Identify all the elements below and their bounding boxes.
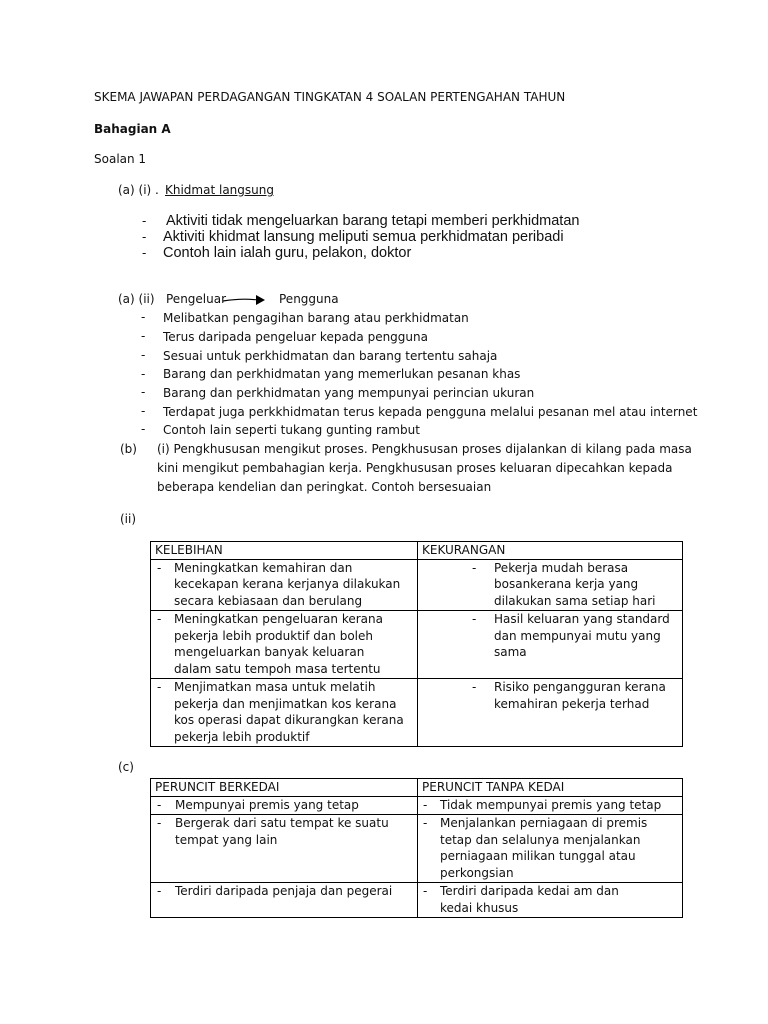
part-b-ii-label: (ii) — [120, 512, 137, 526]
a-ii-point-1: Melibatkan pengagihan barang atau perkhidmatan — [163, 311, 469, 325]
header-kelebihan: KELEBIHAN — [155, 543, 223, 557]
a-ii-point-7: Contoh lain seperti tukang gunting rambut — [163, 423, 420, 437]
part-a-i-heading: Khidmat langsung — [165, 183, 274, 197]
bullet-dash: - — [141, 329, 146, 343]
a-ii-point-5: Barang dan perkhidmatan yang mempunyai perincian ukuran — [163, 386, 535, 400]
table-cell: Hasil keluaran yang standard dan mempunyai mutu yang sama — [494, 612, 670, 659]
part-b-line-2: kini mengikut pembahagian kerja. Pengkhususan proses keluaran dipecahkan kepada — [157, 461, 673, 475]
part-b-label: (b) — [120, 442, 137, 456]
table-cell: Menjalankan perniagaan di premis tetap dan selalunya menjalankan perniagaan milikan tunggal atau perkongsian — [440, 816, 648, 880]
table-cell: Tidak mempunyai premis yang tetap — [440, 797, 662, 812]
table-row — [151, 679, 683, 747]
a-i-point-1: Aktiviti tidak mengeluarkan barang tetapi memberi perkhidmatan — [166, 213, 580, 229]
bullet-dash: - — [423, 884, 428, 898]
table-cell: Terdiri daripada penjaja dan pegerai — [175, 884, 393, 898]
part-a-ii-label: (a) (ii) — [118, 292, 155, 306]
table-row — [151, 611, 683, 679]
bullet-dash: - — [141, 422, 146, 436]
table-cell: Bergerak dari satu tempat ke suatu tempat yang lain — [175, 816, 389, 847]
header-kekurangan: KEKURANGAN — [422, 543, 506, 557]
table-cell: Meningkatkan kemahiran dan kecekapan kerana kerjanya dilakukan secara kebiasaan dan berulang — [174, 560, 401, 608]
table-cell: Pekerja mudah berasa bosankerana kerja yang dilakukan sama setiap hari — [494, 560, 656, 608]
flow-from-label: Pengeluar — [166, 292, 227, 306]
table-row — [151, 883, 683, 918]
part-c-label: (c) — [118, 760, 134, 774]
arrow-right-icon — [222, 293, 266, 307]
part-a-i-label: (a) (i) . — [118, 183, 159, 197]
a-ii-point-2: Terus daripada pengeluar kepada pengguna — [163, 330, 428, 344]
part-b-line-1: (i) Pengkhususan mengikut proses. Pengkhususan proses dijalankan di kilang pada masa — [157, 442, 692, 456]
advantages-disadvantages-table — [150, 541, 683, 747]
table-cell: Meningkatkan pengeluaran kerana pekerja lebih produktif dan boleh mengeluarkan banyak keluaran dalam satu tempoh masa tertentu — [174, 612, 383, 676]
bullet-dash: - — [423, 816, 428, 830]
section-heading: Bahagian A — [94, 122, 171, 136]
a-ii-point-4: Barang dan perkhidmatan yang memerlukan pesanan khas — [163, 367, 521, 381]
bullet-dash: - — [141, 348, 146, 362]
table-row — [151, 559, 683, 611]
a-ii-point-6: Terdapat juga perkkhidmatan terus kepada pengguna melalui pesanan mel atau internet — [163, 405, 698, 419]
bullet-dash: - — [472, 680, 477, 694]
table-row — [151, 796, 683, 815]
bullet-dash: - — [141, 404, 146, 418]
bullet-dash: - — [472, 612, 477, 626]
bullet-dash: - — [142, 214, 147, 228]
part-b-line-3: beberapa kendelian dan peringkat. Contoh bersesuaian — [157, 480, 492, 494]
bullet-dash: - — [141, 367, 146, 381]
a-i-point-3: Contoh lain ialah guru, pelakon, doktor — [163, 245, 412, 261]
bullet-dash: - — [157, 560, 162, 575]
a-ii-point-3: Sesuai untuk perkhidmatan dan barang tertentu sahaja — [163, 349, 498, 363]
header-peruncit-berkedai: PERUNCIT BERKEDAI — [155, 780, 280, 794]
bullet-dash: - — [157, 680, 162, 694]
retailer-table — [150, 778, 683, 918]
header-peruncit-tanpa-kedai: PERUNCIT TANPA KEDAI — [422, 780, 565, 794]
page-title: SKEMA JAWAPAN PERDAGANGAN TINGKATAN 4 SOALAN PERTENGAHAN TAHUN — [94, 90, 566, 104]
table-row — [151, 815, 683, 883]
bullet-dash: - — [423, 797, 428, 812]
bullet-dash: - — [141, 385, 146, 399]
table-cell: Terdiri daripada kedai am dan kedai khusus — [440, 884, 619, 915]
bullet-dash: - — [157, 797, 162, 812]
table-cell: Menjimatkan masa untuk melatih pekerja dan menjimatkan kos kerana kos operasi dapat dikurangkan kerana pekerja lebih produktif — [174, 680, 404, 744]
table-header-row — [151, 779, 683, 797]
bullet-dash: - — [157, 816, 162, 830]
bullet-dash: - — [157, 612, 162, 626]
question-heading: Soalan 1 — [94, 152, 147, 166]
table-header-row — [151, 542, 683, 560]
flow-to-label: Pengguna — [279, 292, 339, 306]
bullet-dash: - — [157, 884, 162, 898]
table-cell: Risiko pengangguran kerana kemahiran pekerja terhad — [494, 680, 666, 711]
bullet-dash: - — [142, 246, 147, 260]
bullet-dash: - — [141, 310, 146, 324]
a-i-point-2: Aktiviti khidmat lansung meliputi semua perkhidmatan peribadi — [163, 229, 564, 245]
bullet-dash: - — [142, 230, 147, 244]
table-cell: Mempunyai premis yang tetap — [175, 797, 359, 812]
bullet-dash: - — [472, 560, 477, 575]
